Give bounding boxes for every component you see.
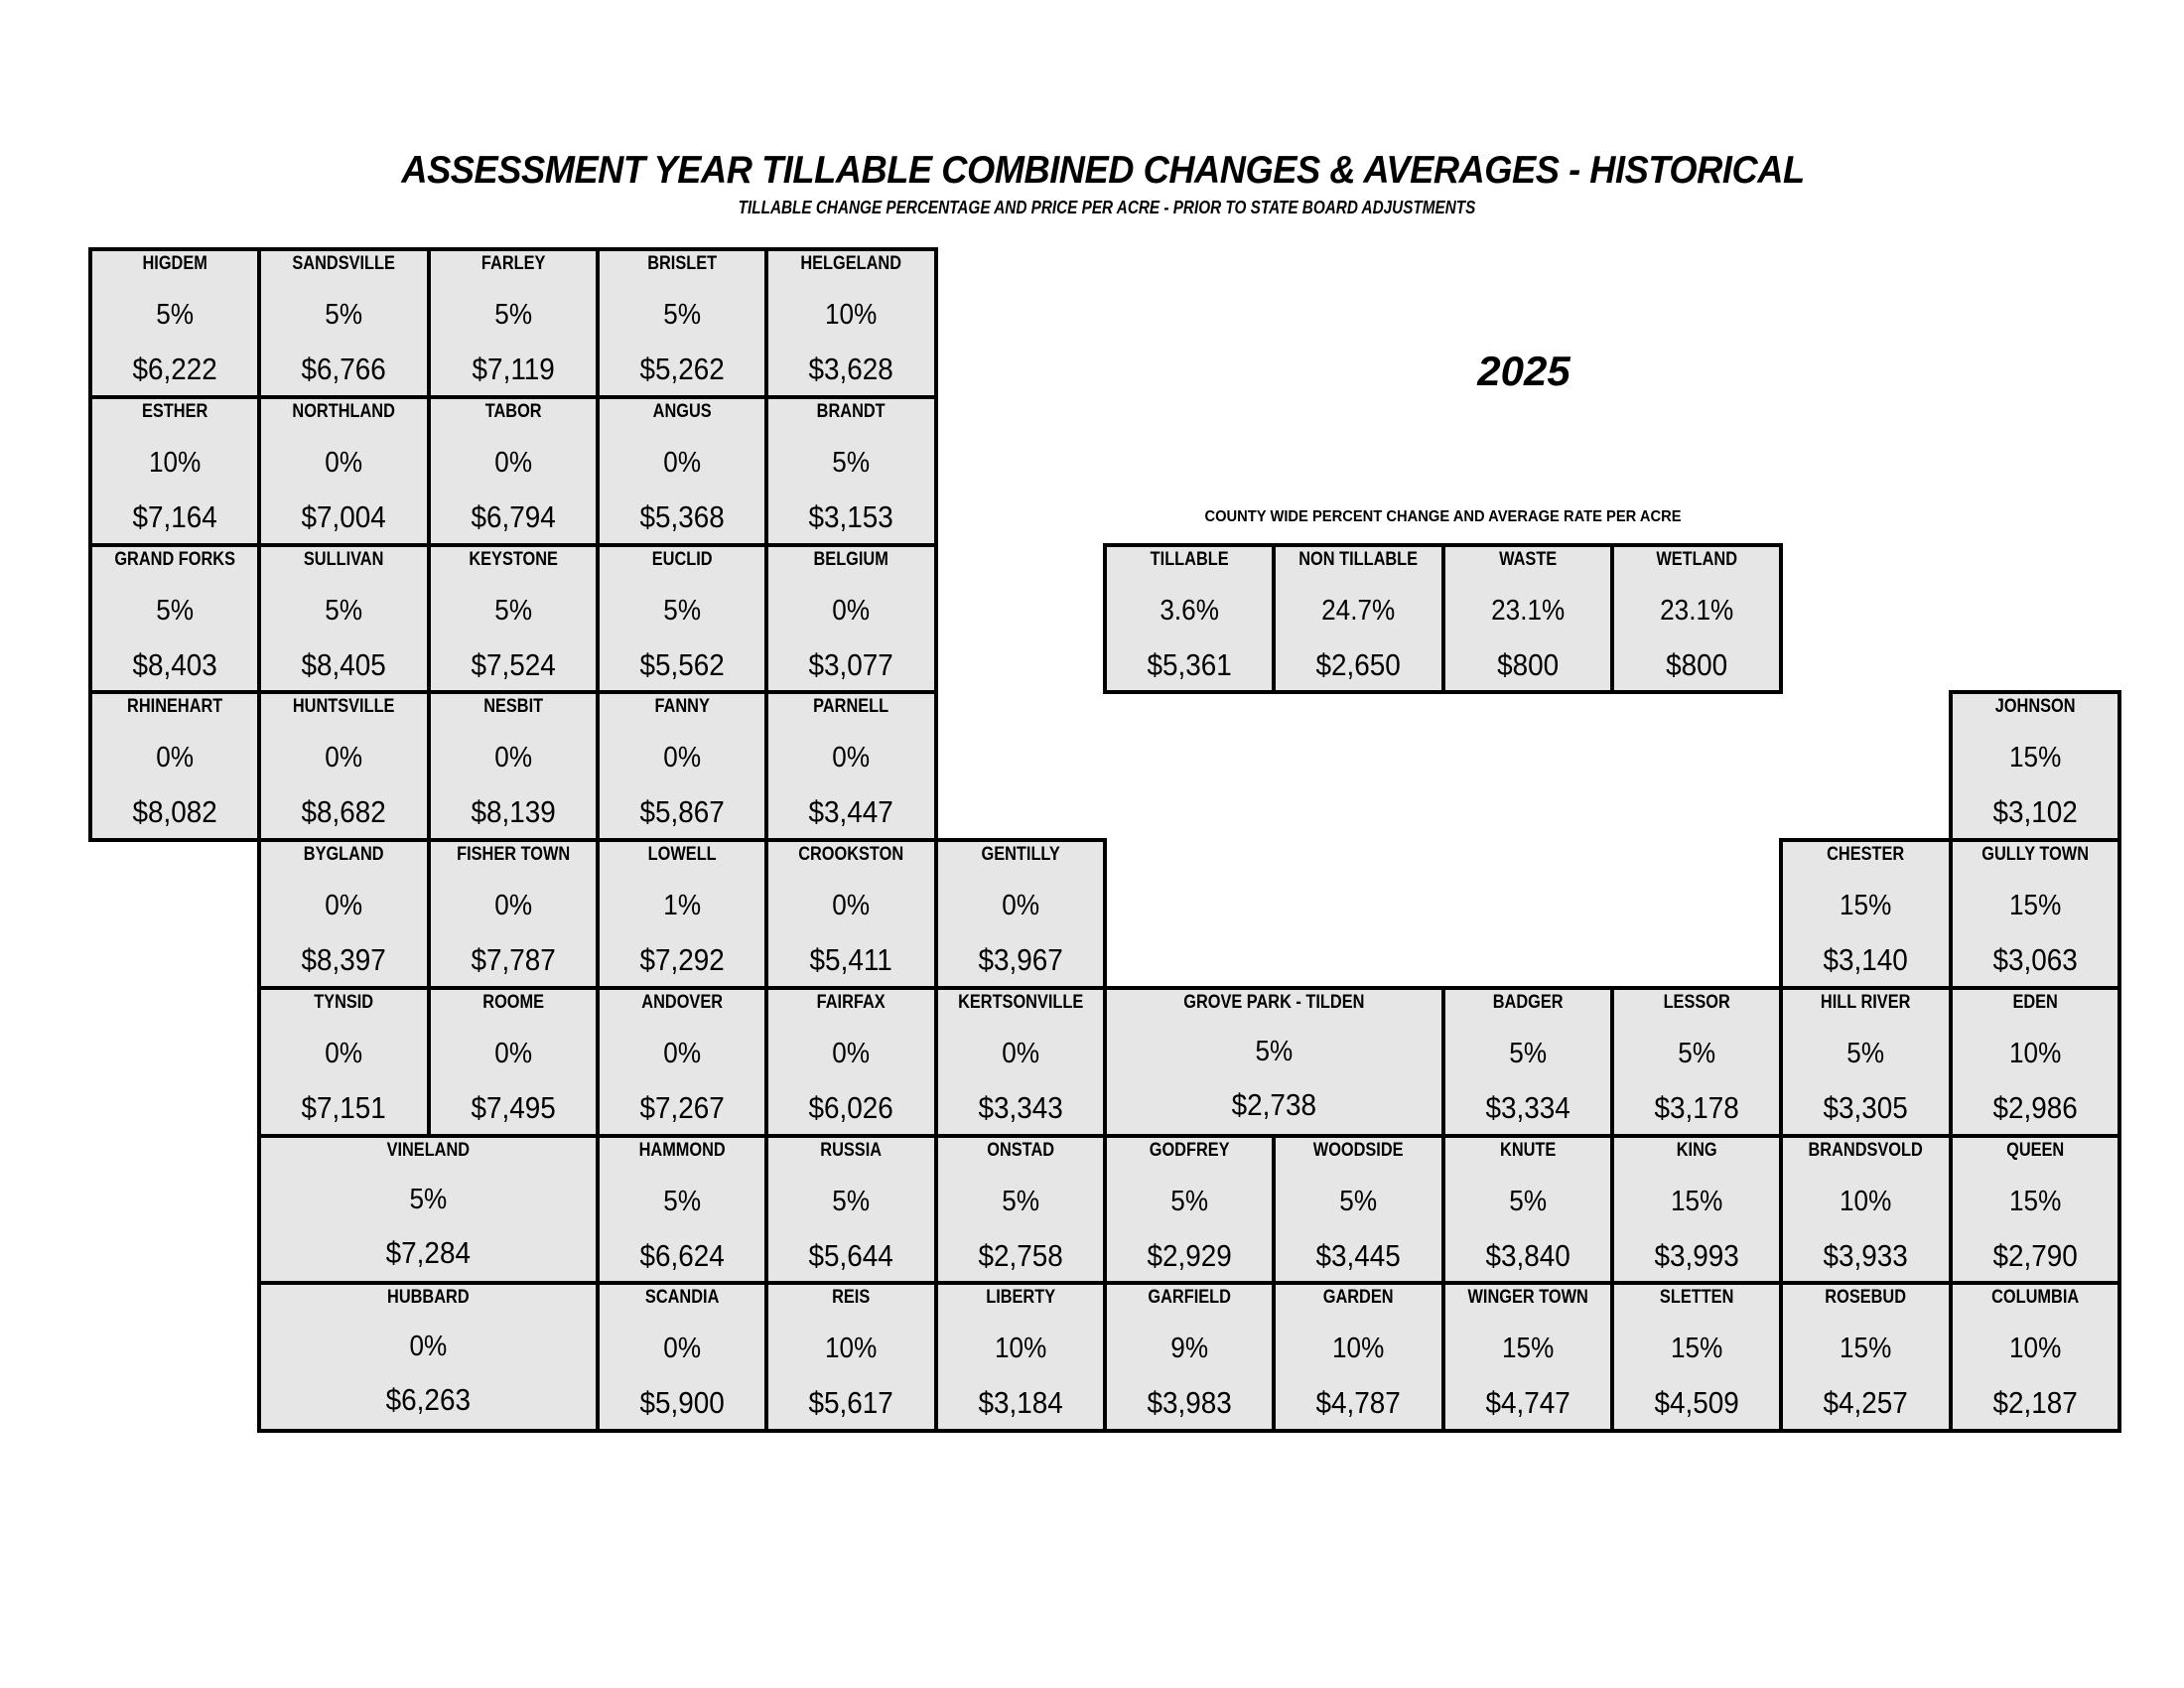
- percent-change: 10%: [994, 1333, 1046, 1365]
- price-per-acre: $7,495: [471, 1089, 556, 1125]
- township-name: GENTILLY: [981, 844, 1060, 865]
- percent-change: 0%: [663, 446, 702, 479]
- township-cell: [764, 395, 937, 547]
- price-per-acre: $4,747: [1485, 1385, 1570, 1421]
- percent-change: 0%: [493, 890, 532, 921]
- county-wide-name: NON TILLABLE: [1298, 548, 1419, 570]
- township-cell: [257, 1281, 600, 1433]
- township-name: KNUTE: [1499, 1139, 1556, 1161]
- price-per-acre: $6,222: [132, 352, 217, 386]
- percent-change: 5%: [832, 446, 871, 479]
- township-cell: [1441, 1281, 1614, 1433]
- price-per-acre: $3,334: [1485, 1089, 1570, 1125]
- percent-change: 5%: [325, 594, 363, 627]
- county-wide-cell: [1610, 543, 1783, 695]
- county-wide-name: WETLAND: [1656, 548, 1737, 570]
- township-name: EUCLID: [651, 548, 713, 570]
- township-name: SLETTEN: [1659, 1287, 1734, 1309]
- price-per-acre: $3,840: [1485, 1237, 1570, 1273]
- township-name: HUNTSVILLE: [293, 696, 395, 718]
- township-name: SCANDIA: [644, 1287, 720, 1309]
- price-per-acre: $5,361: [1147, 646, 1232, 682]
- township-cell: [1441, 1134, 1614, 1286]
- township-name: CROOKSTON: [798, 844, 904, 865]
- township-name: HAMMOND: [638, 1139, 726, 1161]
- township-cell: [764, 690, 937, 842]
- percent-change: 10%: [2008, 1037, 2061, 1069]
- township-cell: [88, 690, 261, 842]
- percent-change: 5%: [663, 594, 702, 627]
- percent-change: 0%: [663, 1333, 702, 1365]
- price-per-acre: $4,787: [1315, 1385, 1402, 1421]
- township-name: GULLY TOWN: [1980, 844, 2089, 865]
- township-name: TABOR: [484, 400, 542, 422]
- price-per-acre: $2,929: [1147, 1237, 1232, 1273]
- percent-change: 5%: [1001, 1185, 1039, 1217]
- price-per-acre: $5,867: [639, 794, 725, 830]
- township-cell: [1779, 838, 1952, 990]
- township-name: LIBERTY: [985, 1287, 1055, 1309]
- price-per-acre: $6,794: [471, 498, 556, 534]
- price-per-acre: $6,624: [639, 1237, 725, 1273]
- township-cell: [427, 543, 600, 695]
- price-per-acre: $3,077: [808, 646, 894, 682]
- percent-change: 23.1%: [1660, 594, 1734, 627]
- price-per-acre: $6,026: [808, 1089, 894, 1125]
- price-per-acre: $2,187: [1992, 1385, 2078, 1421]
- percent-change: 23.1%: [1490, 594, 1565, 627]
- township-cell: [596, 690, 768, 842]
- township-name: ESTHER: [142, 400, 208, 422]
- township-name: WOODSIDE: [1313, 1139, 1404, 1161]
- township-cell: [764, 1134, 937, 1286]
- price-per-acre: $4,509: [1654, 1385, 1739, 1421]
- price-per-acre: $2,738: [1231, 1086, 1316, 1122]
- township-cell: [934, 1281, 1107, 1433]
- percent-change: 0%: [493, 446, 532, 479]
- township-name: GARFIELD: [1148, 1287, 1231, 1309]
- township-cell: [764, 1281, 937, 1433]
- percent-change: 5%: [1508, 1185, 1547, 1217]
- percent-change: 5%: [663, 1185, 702, 1217]
- township-cell: [427, 838, 600, 990]
- township-name: BRISLET: [647, 253, 718, 274]
- township-cell: [934, 986, 1107, 1138]
- price-per-acre: $7,284: [385, 1234, 472, 1270]
- price-per-acre: $2,758: [978, 1237, 1063, 1273]
- price-per-acre: $5,644: [808, 1237, 894, 1273]
- township-name: COLUMBIA: [1990, 1287, 2079, 1309]
- percent-change: 15%: [1840, 890, 1892, 921]
- percent-change: 0%: [663, 1037, 702, 1069]
- township-name: HUBBARD: [387, 1287, 470, 1309]
- county-wide-cell: [1441, 543, 1614, 695]
- township-name: CHESTER: [1827, 844, 1905, 865]
- price-per-acre: $3,983: [1147, 1385, 1232, 1421]
- percent-change: 10%: [825, 1333, 878, 1365]
- percent-change: 10%: [825, 299, 878, 331]
- percent-change: 15%: [1840, 1333, 1892, 1365]
- price-per-acre: $7,004: [301, 498, 387, 534]
- price-per-acre: $5,900: [639, 1385, 725, 1421]
- price-per-acre: $3,305: [1823, 1089, 1909, 1125]
- township-name: RUSSIA: [820, 1139, 883, 1161]
- percent-change: 0%: [832, 594, 871, 627]
- township-cell: [257, 247, 430, 399]
- percent-change: 10%: [149, 446, 202, 479]
- county-wide-cell: [1103, 543, 1276, 695]
- township-cell: [764, 838, 937, 990]
- township-name: GODFREY: [1149, 1139, 1230, 1161]
- township-cell: [427, 690, 600, 842]
- township-cell: [88, 395, 261, 547]
- township-name: JOHNSON: [1994, 696, 2076, 718]
- percent-change: 5%: [1170, 1185, 1208, 1217]
- township-name: KEYSTONE: [469, 548, 558, 570]
- township-name: GROVE PARK - TILDEN: [1183, 991, 1365, 1013]
- township-name: HIGDEM: [142, 253, 207, 274]
- township-cell: [934, 1134, 1107, 1286]
- township-cell: [1779, 1281, 1952, 1433]
- township-name: ONSTAD: [986, 1139, 1054, 1161]
- township-name: GARDEN: [1323, 1287, 1394, 1309]
- percent-change: 5%: [156, 299, 195, 331]
- percent-change: 24.7%: [1321, 594, 1396, 627]
- township-cell: [764, 247, 937, 399]
- township-name: NORTHLAND: [292, 400, 396, 422]
- township-cell: [596, 247, 768, 399]
- township-cell: [1949, 1134, 2121, 1286]
- township-name: SULLIVAN: [304, 548, 384, 570]
- county-wide-name: WASTE: [1498, 548, 1557, 570]
- percent-change: 10%: [1332, 1333, 1385, 1365]
- price-per-acre: $3,178: [1654, 1089, 1739, 1125]
- price-per-acre: $3,343: [978, 1089, 1063, 1125]
- percent-change: 0%: [493, 742, 532, 774]
- township-cell: [596, 543, 768, 695]
- township-name: BELGIUM: [813, 548, 889, 570]
- percent-change: 5%: [493, 594, 532, 627]
- price-per-acre: $3,153: [808, 498, 894, 534]
- county-wide-cell: [1272, 543, 1444, 695]
- percent-change: 5%: [1508, 1037, 1547, 1069]
- township-name: ROSEBUD: [1825, 1287, 1907, 1309]
- price-per-acre: $7,787: [471, 942, 556, 977]
- percent-change: 10%: [1840, 1185, 1892, 1217]
- percent-change: 15%: [2008, 1185, 2061, 1217]
- township-cell: [1103, 1281, 1276, 1433]
- percent-change: 3.6%: [1160, 594, 1219, 627]
- county-wide-label: COUNTY WIDE PERCENT CHANGE AND AVERAGE RATE PER ACRE: [1204, 508, 1682, 525]
- percent-change: 5%: [1846, 1037, 1885, 1069]
- township-cell: [1103, 986, 1445, 1138]
- percent-change: 0%: [1001, 1037, 1039, 1069]
- township-name: NESBIT: [482, 696, 543, 718]
- township-cell: [764, 986, 937, 1138]
- township-name: BRANDSVOLD: [1808, 1139, 1924, 1161]
- township-cell: [257, 986, 430, 1138]
- township-name: BYGLAND: [304, 844, 384, 865]
- township-cell: [1610, 986, 1783, 1138]
- price-per-acre: $7,164: [132, 498, 217, 534]
- percent-change: 5%: [1339, 1185, 1378, 1217]
- price-per-acre: $800: [1496, 646, 1559, 682]
- price-per-acre: $5,562: [639, 646, 725, 682]
- township-name: REIS: [832, 1287, 871, 1309]
- percent-change: 5%: [1678, 1037, 1715, 1069]
- price-per-acre: $8,397: [301, 942, 387, 977]
- percent-change: 5%: [325, 299, 363, 331]
- township-name: HILL RIVER: [1821, 991, 1911, 1013]
- township-name: EDEN: [2012, 991, 2058, 1013]
- township-name: PARNELL: [813, 696, 889, 718]
- percent-change: 15%: [1501, 1333, 1554, 1365]
- township-name: FARLEY: [480, 253, 546, 274]
- township-cell: [1441, 986, 1614, 1138]
- percent-change: 5%: [663, 299, 702, 331]
- price-per-acre: $7,119: [472, 352, 555, 386]
- township-name: SANDSVILLE: [292, 253, 396, 274]
- percent-change: 15%: [2008, 890, 2061, 921]
- percent-change: 10%: [2008, 1333, 2061, 1365]
- percent-change: 0%: [832, 742, 871, 774]
- township-cell: [257, 1134, 600, 1286]
- price-per-acre: $8,682: [301, 794, 387, 830]
- price-per-acre: $5,411: [809, 942, 893, 977]
- township-name: RHINEHART: [127, 696, 223, 718]
- percent-change: 5%: [156, 594, 195, 627]
- township-name: HELGELAND: [800, 253, 902, 274]
- price-per-acre: $2,986: [1992, 1089, 2078, 1125]
- township-cell: [1610, 1281, 1783, 1433]
- percent-change: 0%: [832, 890, 871, 921]
- price-per-acre: $2,790: [1992, 1237, 2078, 1273]
- township-cell: [596, 395, 768, 547]
- percent-change: 0%: [325, 742, 363, 774]
- township-cell: [88, 543, 261, 695]
- township-name: TYNSID: [314, 991, 374, 1013]
- township-name: FANNY: [654, 696, 710, 718]
- township-cell: [1103, 1134, 1276, 1286]
- township-cell: [427, 395, 600, 547]
- price-per-acre: $2,650: [1315, 646, 1402, 682]
- percent-change: 1%: [663, 890, 702, 921]
- price-per-acre: $5,617: [808, 1385, 894, 1421]
- price-per-acre: $7,524: [471, 646, 556, 682]
- price-per-acre: $3,140: [1823, 942, 1909, 977]
- percent-change: 0%: [409, 1331, 448, 1363]
- percent-change: 15%: [1671, 1185, 1723, 1217]
- price-per-acre: $3,447: [808, 794, 894, 830]
- price-per-acre: $3,445: [1315, 1237, 1402, 1273]
- price-per-acre: $5,262: [639, 352, 725, 386]
- township-name: FAIRFAX: [816, 991, 886, 1013]
- township-cell: [596, 1134, 768, 1286]
- township-name: WINGER TOWN: [1467, 1287, 1588, 1309]
- percent-change: 0%: [832, 1037, 871, 1069]
- price-per-acre: $7,151: [301, 1089, 387, 1125]
- township-cell: [1272, 1134, 1444, 1286]
- price-per-acre: $8,405: [301, 646, 387, 682]
- township-cell: [596, 838, 768, 990]
- price-per-acre: $3,063: [1992, 942, 2078, 977]
- township-name: LESSOR: [1663, 991, 1730, 1013]
- township-cell: [1272, 1281, 1444, 1433]
- township-cell: [257, 690, 430, 842]
- percent-change: 15%: [1671, 1333, 1723, 1365]
- township-name: ROOME: [481, 991, 544, 1013]
- price-per-acre: $6,766: [301, 352, 387, 386]
- township-cell: [1779, 1134, 1952, 1286]
- percent-change: 0%: [663, 742, 702, 774]
- township-cell: [1610, 1134, 1783, 1286]
- price-per-acre: $3,102: [1992, 794, 2078, 830]
- price-per-acre: $5,368: [639, 498, 725, 534]
- township-name: KING: [1676, 1139, 1717, 1161]
- price-per-acre: $6,263: [385, 1382, 472, 1418]
- township-cell: [1949, 986, 2121, 1138]
- county-wide-name: TILLABLE: [1150, 548, 1229, 570]
- township-cell: [1949, 690, 2121, 842]
- percent-change: 5%: [832, 1185, 871, 1217]
- percent-change: 9%: [1170, 1333, 1208, 1365]
- assessment-year: 2025: [1477, 348, 1570, 394]
- price-per-acre: $800: [1666, 646, 1728, 682]
- price-per-acre: $7,267: [639, 1089, 725, 1125]
- percent-change: 15%: [2008, 742, 2061, 774]
- township-cell: [1949, 838, 2121, 990]
- township-name: FISHER TOWN: [456, 844, 570, 865]
- township-cell: [596, 986, 768, 1138]
- page-subtitle: TILLABLE CHANGE PERCENTAGE AND PRICE PER ACRE - PRIOR TO STATE BOARD ADJUSTMENTS: [738, 198, 1476, 217]
- price-per-acre: $3,993: [1654, 1237, 1739, 1273]
- percent-change: 0%: [325, 1037, 363, 1069]
- percent-change: 5%: [409, 1183, 448, 1215]
- price-per-acre: $4,257: [1823, 1385, 1909, 1421]
- township-name: QUEEN: [2005, 1139, 2064, 1161]
- township-name: GRAND FORKS: [114, 548, 235, 570]
- price-per-acre: $7,292: [639, 942, 725, 977]
- township-cell: [257, 838, 430, 990]
- township-cell: [1949, 1281, 2121, 1433]
- percent-change: 0%: [1001, 890, 1039, 921]
- price-per-acre: $8,403: [132, 646, 217, 682]
- page-title: ASSESSMENT YEAR TILLABLE COMBINED CHANGES & AVERAGES - HISTORICAL: [401, 149, 1805, 192]
- price-per-acre: $8,082: [132, 794, 217, 830]
- price-per-acre: $3,967: [978, 942, 1063, 977]
- township-name: ANGUS: [652, 400, 712, 422]
- percent-change: 0%: [325, 890, 363, 921]
- percent-change: 0%: [493, 1037, 532, 1069]
- township-cell: [88, 247, 261, 399]
- township-cell: [764, 543, 937, 695]
- township-cell: [427, 986, 600, 1138]
- percent-change: 5%: [1255, 1035, 1294, 1067]
- township-cell: [257, 395, 430, 547]
- price-per-acre: $3,628: [808, 352, 894, 386]
- township-name: LOWELL: [647, 844, 717, 865]
- township-name: ANDOVER: [641, 991, 724, 1013]
- price-per-acre: $3,933: [1823, 1237, 1909, 1273]
- township-name: VINELAND: [386, 1139, 471, 1161]
- township-cell: [596, 1281, 768, 1433]
- percent-change: 0%: [156, 742, 195, 774]
- township-cell: [427, 247, 600, 399]
- price-per-acre: $3,184: [978, 1385, 1063, 1421]
- township-name: KERTSONVILLE: [957, 991, 1083, 1013]
- township-name: BADGER: [1492, 991, 1564, 1013]
- percent-change: 0%: [325, 446, 363, 479]
- price-per-acre: $8,139: [471, 794, 556, 830]
- township-cell: [1779, 986, 1952, 1138]
- township-name: BRANDT: [816, 400, 886, 422]
- percent-change: 5%: [493, 299, 532, 331]
- township-cell: [257, 543, 430, 695]
- township-cell: [934, 838, 1107, 990]
